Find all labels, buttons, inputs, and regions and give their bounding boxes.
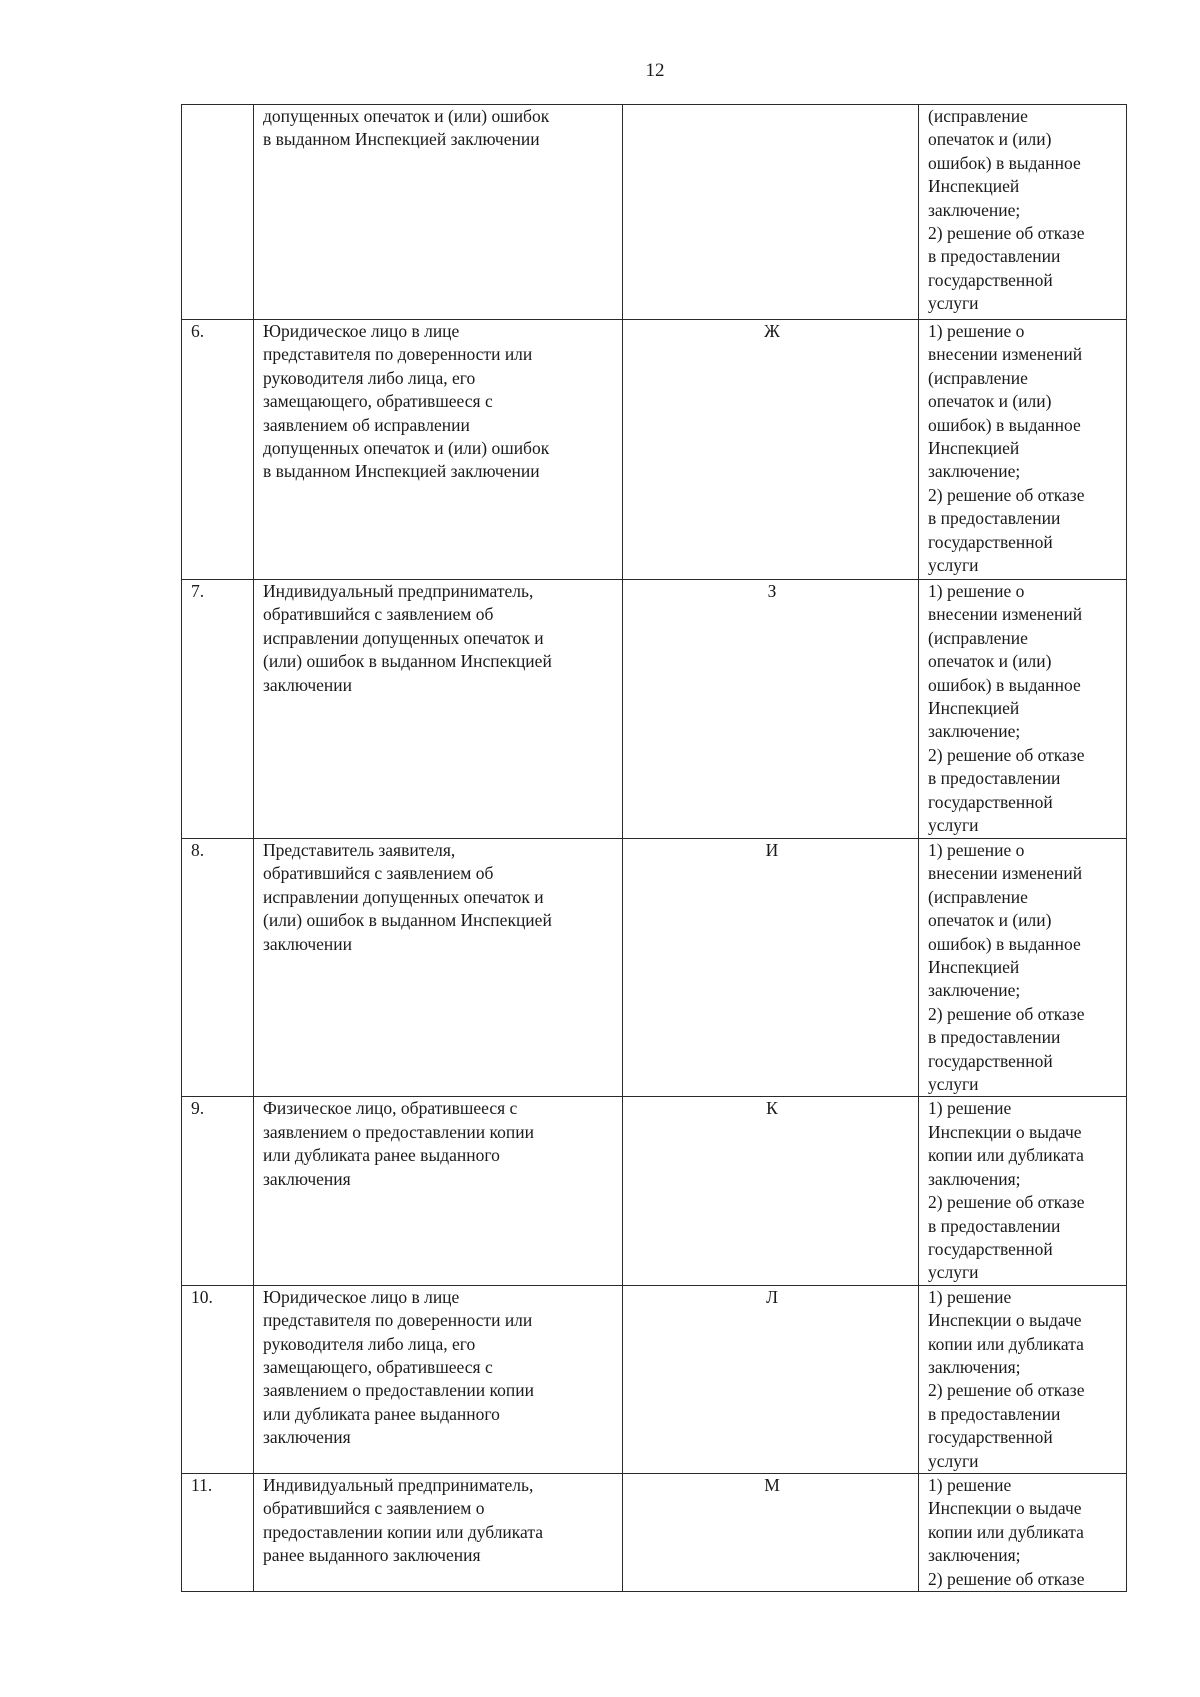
result-line: государственной [928, 791, 1053, 812]
applicant-line: заключении [263, 933, 352, 954]
applicant-line: (или) ошибок в выданном Инспекцией [263, 910, 552, 931]
table-row [182, 1097, 1127, 1285]
result-line: в предоставлении [928, 1403, 1061, 1424]
applicant-category [254, 1473, 623, 1591]
row-number: 8. [182, 839, 254, 1097]
result-line: опечаток и (или) [928, 910, 1052, 931]
row-number [182, 105, 254, 320]
page-number: 12 [645, 60, 665, 81]
applicant-line: Индивидуальный предприниматель, [263, 1474, 534, 1495]
applicant-line: Физическое лицо, обратившееся с [263, 1098, 518, 1119]
result-line: Инспекцией [928, 438, 1020, 459]
applicant-line: допущенных опечаток и (или) ошибок [263, 106, 550, 126]
variant-code: М [623, 1473, 919, 1591]
applicant-category [254, 1097, 623, 1285]
result-line: опечаток и (или) [928, 651, 1052, 672]
applicant-line: замещающего, обратившееся с [263, 1356, 493, 1377]
variant-code: К [623, 1097, 919, 1285]
applicant-line: в выданном Инспекцией заключении [263, 461, 540, 482]
result-line: услуги [928, 1074, 979, 1095]
result-line: внесении изменений [928, 344, 1083, 365]
applicant-line: руководителя либо лица, его [263, 1333, 476, 1354]
table-row [182, 580, 1127, 839]
applicant-line: или дубликата ранее выданного [263, 1403, 500, 1424]
applicant-line: обратившийся с заявлением об [263, 604, 494, 625]
result-line: Инспекции о выдаче [928, 1498, 1082, 1519]
applicant-category [254, 320, 623, 580]
result-line: заключения; [928, 1545, 1021, 1566]
applicant-line: ранее выданного заключения [263, 1545, 481, 1566]
applicant-line: заключения [263, 1168, 351, 1189]
row-number: 9. [182, 1097, 254, 1285]
result-line: внесении изменений [928, 604, 1083, 625]
applicant-line: заявлением об исправлении [263, 414, 470, 435]
result-line: (исправление [928, 627, 1028, 648]
result-line: копии или дубликата [928, 1333, 1084, 1354]
result-line: Инспекцией [928, 698, 1020, 719]
result-line: в предоставлении [928, 1027, 1061, 1048]
result-line: (исправление [928, 106, 1028, 126]
applicant-line: заключения [263, 1427, 351, 1448]
result-line: заключения; [928, 1356, 1021, 1377]
result-line: услуги [928, 1450, 979, 1471]
result-line: заключение; [928, 980, 1021, 1001]
services-table [181, 104, 1127, 1592]
applicant-line: в выданном Инспекцией заключении [263, 129, 540, 150]
result-line: внесении изменений [928, 863, 1083, 884]
result-line: копии или дубликата [928, 1521, 1084, 1542]
result-line: услуги [928, 1262, 979, 1283]
result-line: 2) решение об отказе [928, 1192, 1085, 1213]
result-line: ошибок) в выданное [928, 933, 1081, 954]
row-number: 7. [182, 580, 254, 839]
applicant-line: исправлении допущенных опечаток и [263, 627, 544, 648]
result-line: 2) решение об отказе [928, 484, 1085, 505]
result-line: 1) решение о [928, 581, 1025, 601]
applicant-line: руководителя либо лица, его [263, 367, 476, 388]
result-line: опечаток и (или) [928, 391, 1052, 412]
row-number: 6. [182, 320, 254, 580]
applicant-category [254, 1285, 623, 1473]
row-number: 11. [182, 1473, 254, 1591]
result-line: услуги [928, 815, 979, 836]
applicant-line: или дубликата ранее выданного [263, 1145, 500, 1166]
result-line: 1) решение [928, 1098, 1012, 1119]
applicant-line: Представитель заявителя, [263, 840, 456, 860]
applicant-line: Юридическое лицо в лице [263, 321, 460, 341]
variant-code: Ж [623, 320, 919, 580]
result-line: (исправление [928, 367, 1028, 388]
result-line: заключение; [928, 461, 1021, 482]
applicant-category [254, 580, 623, 839]
result-line: ошибок) в выданное [928, 414, 1081, 435]
variant-code [623, 105, 919, 320]
applicant-line: предоставлении копии или дубликата [263, 1521, 543, 1542]
applicant-line: обратившийся с заявлением об [263, 863, 494, 884]
result-line: в предоставлении [928, 768, 1061, 789]
service-result [919, 839, 1127, 1097]
result-line: в предоставлении [928, 508, 1061, 529]
service-result [919, 1097, 1127, 1285]
result-line: 2) решение об отказе [928, 1380, 1085, 1401]
result-line: Инспекцией [928, 957, 1020, 978]
table-row [182, 1473, 1127, 1591]
result-line: государственной [928, 1427, 1053, 1448]
applicant-line: допущенных опечаток и (или) ошибок [263, 438, 550, 459]
applicant-line: заявлением о предоставлении копии [263, 1380, 534, 1401]
result-line: опечаток и (или) [928, 129, 1052, 150]
result-line: в предоставлении [928, 246, 1061, 267]
result-line: ошибок) в выданное [928, 152, 1081, 173]
result-line: 2) решение об отказе [928, 1003, 1085, 1024]
variant-code: З [623, 580, 919, 839]
result-line: 1) решение о [928, 321, 1025, 341]
result-line: государственной [928, 531, 1053, 552]
applicant-line: (или) ошибок в выданном Инспекцией [263, 651, 552, 672]
result-line: услуги [928, 555, 979, 576]
table-body [182, 105, 1127, 1592]
applicant-line: исправлении допущенных опечаток и [263, 886, 544, 907]
table-row [182, 105, 1127, 320]
applicant-category [254, 839, 623, 1097]
applicant-line: Юридическое лицо в лице [263, 1286, 460, 1307]
result-line: 2) решение об отказе [928, 1568, 1085, 1589]
result-line: 2) решение об отказе [928, 223, 1085, 244]
applicant-line: замещающего, обратившееся с [263, 391, 493, 412]
service-result [919, 105, 1127, 320]
result-line: копии или дубликата [928, 1145, 1084, 1166]
applicant-category [254, 105, 623, 320]
result-line: заключения; [928, 1168, 1021, 1189]
result-line: Инспекции о выдаче [928, 1121, 1082, 1142]
applicant-line: представителя по доверенности или [263, 344, 533, 365]
applicant-line: заключении [263, 674, 352, 695]
result-line: Инспекции о выдаче [928, 1310, 1082, 1331]
service-result [919, 580, 1127, 839]
result-line: государственной [928, 269, 1053, 290]
result-line: в предоставлении [928, 1215, 1061, 1236]
result-line: ошибок) в выданное [928, 674, 1081, 695]
result-line: услуги [928, 293, 979, 314]
result-line: государственной [928, 1238, 1053, 1259]
table-row [182, 320, 1127, 580]
variant-code: И [623, 839, 919, 1097]
table-row [182, 839, 1127, 1097]
result-line: Инспекцией [928, 176, 1020, 197]
result-line: государственной [928, 1050, 1053, 1071]
result-line: (исправление [928, 886, 1028, 907]
applicant-line: обратившийся с заявлением о [263, 1498, 485, 1519]
service-result [919, 320, 1127, 580]
applicant-line: заявлением о предоставлении копии [263, 1121, 534, 1142]
result-line: 1) решение о [928, 840, 1025, 860]
variant-code: Л [623, 1285, 919, 1473]
result-line: 1) решение [928, 1474, 1012, 1495]
table-row [182, 1285, 1127, 1473]
result-line: заключение; [928, 199, 1021, 220]
applicant-line: Индивидуальный предприниматель, [263, 581, 534, 601]
service-result [919, 1473, 1127, 1591]
row-number: 10. [182, 1285, 254, 1473]
result-line: 2) решение об отказе [928, 744, 1085, 765]
result-line: 1) решение [928, 1286, 1012, 1307]
service-result [919, 1285, 1127, 1473]
result-line: заключение; [928, 721, 1021, 742]
applicant-line: представителя по доверенности или [263, 1310, 533, 1331]
